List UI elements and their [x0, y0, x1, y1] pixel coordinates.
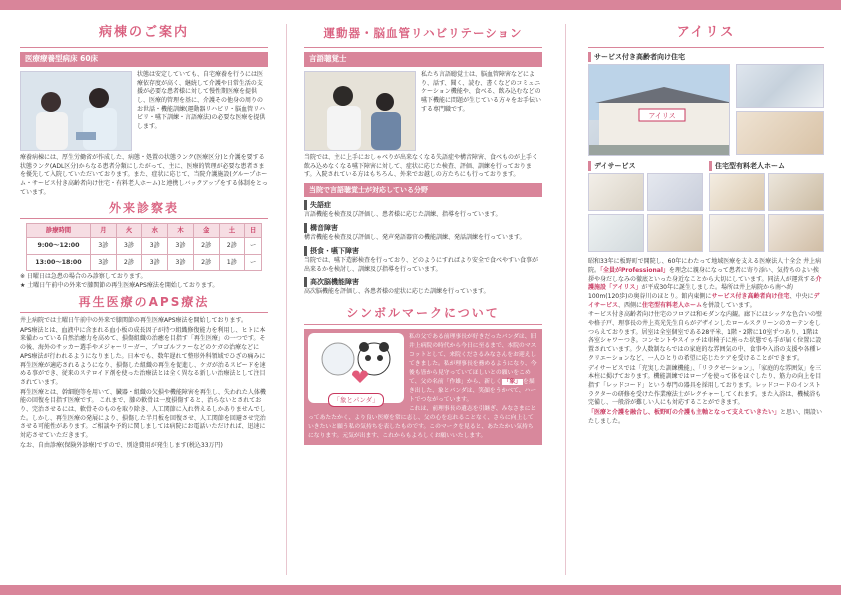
- iris-highlight: 住宅型有料老人ホーム: [642, 301, 703, 309]
- table-cell: 2診: [193, 254, 219, 270]
- bottom-decor-bar: [0, 585, 841, 595]
- note-sunday: ※ 日曜日は急患の場合のみ診察しております。: [20, 272, 147, 280]
- ward-title: 病棟のご案内: [20, 22, 268, 48]
- dayservice-label: デイサービス: [588, 161, 703, 171]
- symbol-text-3: これは、前理事長の遺志を引継ぎ、みなさまにとってあたたかく、より良い医療を常に志し、父の心を忘れることなく、さらに向上していきたいと願う私の気持ちを表したものです。このマークを見ると、あたたかい気持ちになります。元気が出ます、これからもよろしくお願いいたします。: [308, 405, 537, 439]
- table-cell: 3診: [91, 254, 117, 270]
- dayservice-photo: [588, 214, 644, 252]
- table-cell: 2診: [116, 254, 142, 270]
- iris-photos-top: [588, 64, 824, 156]
- column-divider: [565, 24, 566, 575]
- table-cell: 3診: [142, 238, 168, 254]
- room-photo: [736, 111, 824, 155]
- table-cell: 3診: [168, 238, 194, 254]
- iris-highlight: 介護施設「アイリス」: [588, 275, 822, 292]
- ward-photo: [20, 71, 132, 151]
- iris-highlight: サービス付き高齢者向け住宅: [711, 293, 790, 301]
- table-cell: 3診: [116, 238, 142, 254]
- column-divider: [286, 24, 287, 575]
- hallway-photo: [736, 64, 824, 108]
- ward-text-2: 療養病棟には、厚生労働省が作成した、病態・処置の状態ランク(医療区分)と介護を要する状態ランク(ADL区分)からなる患者分類にしたがって、主に、医療的管理が必要な患者さまを優先して入院していただいております。また、症状に応じて、当院介護施設(グループホーム・サービス付き高齢者向け住宅・有料老人ホーム)と連携しバックアップをする体制をとっています。: [20, 153, 268, 196]
- building-photo: [588, 64, 730, 156]
- area-text: 高次脳機能を評価し、各患者様の症状に応じた訓練を行っています。: [304, 288, 490, 296]
- aps-text-4: なお、自由診療(保険外診療)ですので、別途費用が発生します(税込33万円): [20, 441, 223, 449]
- st-photo: [304, 71, 416, 151]
- table-cell: ー: [245, 254, 262, 270]
- iris-photos-bottom: [588, 158, 824, 255]
- symbol-title: シンボルマークについて: [304, 303, 542, 325]
- iris-text-part: 、西側に: [618, 301, 643, 309]
- table-cell: 3診: [142, 254, 168, 270]
- symbol-highlight: 「象」: [503, 379, 522, 385]
- aps-text-2: APS療法とは、血液中に含まれる血小板の成長因子が持つ組織修復能力を利用し、ヒトに本来備わっている自然治癒力を高めて、損傷組織の治癒を目指す「再生医療」の一つです。その後、海外のサッカー選手やメジャーリーガー、プロゴルファーなどのケガの治療などにAPS療法が行われるようになりました。日本でも、数年遅れて整形外科領域でひざの痛みに再生医療が適応されるようになり、損傷した組織の再生を促進し、ケガが治るスピードを速める事ができ、従来のステロイド剤を使った治療法とは全く異なる新しい治療法として注目されています。: [20, 326, 266, 386]
- rehab-title: 運動器・脳血管リハビリテーション: [304, 22, 542, 48]
- area-head: 失語症: [304, 200, 542, 210]
- iris-text-part: 、中央に: [789, 293, 814, 301]
- outpatient-title: 外来診察表: [20, 199, 268, 219]
- iris-text-part: を併設しています。: [702, 301, 756, 309]
- iris-title: アイリス: [588, 22, 824, 48]
- table-row: [27, 238, 262, 254]
- therapist-photo: [305, 72, 415, 150]
- note-saturday: ★ 土曜日午前中の外来で膝関節の再生医療APS療法を開始しております。: [20, 282, 219, 290]
- iris-text-3: デイサービスでは「充実した訓練機能」、「リラクゼーション」、「家庭的な雰囲気」を三本柱に掲げております。機能訓練ではロープを使って体をほぐしたり、筋力の向上を目指す「レッドコード」という専門の器具を採用しております。レッドコードのインストラクターの研修を受けた作業療法士がレクチャーしてくれます。また入浴は、機械浴も完備し、一般浴が難しい人にも対応することができます。: [588, 364, 822, 407]
- iris-text-2: サービス付き高齢者向け住宅のフロアは和モダンな内観。廊下にはシックな色合いの壁や格子戸、理事長の井上英光先生自らがデザインしたロールスクリーンのカーテンをしつらえております。居室は全室個室である28平米、1階・2階に10室ずつあり、1階は各室シャワーつき。コンセントやスイッチは車椅子に座った状態でも手が届く位置に設置されています。少人数制ならではの家庭的な雰囲気の中、食事や入浴の支援や各種レクリエーションなど、一人ひとりの希望に応じたケアを受けることができます。: [588, 311, 822, 362]
- mascot-caption: 「象とパンダ」: [328, 393, 383, 407]
- table-cell: 13:00〜18:00: [27, 254, 91, 270]
- table-header: 水: [142, 224, 168, 238]
- ward-bar: 医療療養型病床 60床: [20, 52, 268, 67]
- table-row: [27, 254, 262, 270]
- aps-title: 再生医療のAPS療法: [20, 293, 268, 313]
- iris-text-4: [588, 409, 824, 426]
- table-cell: 9:00〜12:00: [27, 238, 91, 254]
- symbol-text-1: 私の父である前理事長が好きだったパンダは、旧井上病院の時代から今日に至るまで、本院のマスコットとして、来院くださるみなさんをお迎えしてきました。私が理事長を務めるようになり、今後も皆から見守っていてほしいとの願いをこめて、父の名前「作雄」から、新しく: [409, 334, 537, 385]
- dayservice-photo: [588, 173, 644, 211]
- iris-text-part: 昭和33年に板野町で開院し、60年にわたって地域医療を支える医療法人十全会 井上病院。: [588, 258, 822, 274]
- iris-highlight: デイサービス: [588, 293, 820, 309]
- symbol-text-2: を描き出した、象とパンダは、笑顔をうかべて、ハートでつながっています。: [409, 379, 537, 403]
- aps-text-1: 井上病院では土曜日午前中の外来で膝関節の再生医療APS療法を開始しております。: [20, 317, 248, 325]
- nurse-patient-photo: [21, 72, 131, 150]
- top-decor-bar: [0, 0, 841, 10]
- table-cell: 3診: [91, 238, 117, 254]
- table-header-row: [27, 224, 262, 238]
- home-photo: [709, 173, 765, 211]
- table-header: 日: [245, 224, 262, 238]
- ward-column: [20, 22, 268, 581]
- st-text-2: 当院では、主に上手におしゃべりが出来なくなる失語症や構音障害、食べものが上手く飲み込めなくなる嚥下障害に対して、症状に応じた検査、評価、訓練を行っております。入院されている方はもちろん、外来でお越しの方たちにも行っております。: [304, 153, 539, 179]
- home-photo: [768, 173, 824, 211]
- iris-text-part: を理念に親身になって患者に寄り添い、気持ちのよい挨拶や身だしなみの徹底といった身近なことから大切にしています。同法人が運営する: [588, 266, 819, 283]
- outpatient-table: [26, 223, 262, 270]
- mascot-image: [308, 333, 404, 403]
- table-header: 金: [193, 224, 219, 238]
- home-photo: [768, 214, 824, 252]
- areas-bar: 当院で言語聴覚士が対応している分野: [304, 183, 542, 197]
- dayservice-photo: [647, 173, 703, 211]
- table-header: 月: [91, 224, 117, 238]
- table-cell: 1診: [219, 254, 245, 270]
- table-header: 火: [116, 224, 142, 238]
- area-text: 構音機能を検査及び評価し、発声発語器官の機能訓練、発話訓練を行っています。: [304, 234, 526, 242]
- iris-highlight: 「全員がProfessional」: [600, 266, 669, 274]
- table-cell: 2診: [219, 238, 245, 254]
- iris-text-1: [588, 258, 824, 310]
- building-illustration: [589, 65, 729, 155]
- area-text: 言語機能を検査及び評価し、患者様に応じた訓練、指導を行っています。: [304, 211, 502, 219]
- elephant-panda-icon: [308, 333, 404, 389]
- rehab-column: [304, 22, 542, 581]
- home-label: 住宅型有料老人ホーム: [709, 161, 824, 171]
- ward-text-1: 状態は安定していても、自宅療養を行うには医療依存度が高く、継続して介護や日常生活の支援が必要な患者様に対して慢性期医療を提供し、医療的管理を基に、介護その他身の周りのお世話・機能訓練(運動器リハビリ・脳血管リハビリ・嚥下訓練・言語療法)の必要な医療を提供します。: [137, 70, 266, 130]
- symbol-box: [304, 329, 542, 445]
- building-sign: アイリス: [648, 112, 676, 121]
- area-text: 当院では、嚥下造影検査を行っており、どのようにすればより安全で食べやすい食事が出来るかを検討し、訓練及び指導を行っています。: [304, 256, 539, 273]
- dayservice-photo: [647, 214, 703, 252]
- table-cell: ー: [245, 238, 262, 254]
- table-header: 木: [168, 224, 194, 238]
- area-head: 高次脳機能障害: [304, 277, 542, 287]
- table-cell: 2診: [193, 238, 219, 254]
- area-head: 摂食・嚥下障害: [304, 246, 542, 256]
- st-bar: 言語聴覚士: [304, 52, 542, 67]
- home-photo: [709, 214, 765, 252]
- iris-text-part: が平成30年に誕生しました。場所は井上病院から南へ約100m(120歩)の奥谷川のほとり。館内東側に: [588, 284, 793, 301]
- st-text-1: 私たち言語聴覚士は、脳血管障害などにより、話す、聞く、読む、書くなどのコミュニケーション機能や、食べる、飲み込むなどの嚥下機能に問題が生じている方々をお手伝いする専門職です。: [421, 70, 542, 113]
- table-header: 診療時間: [27, 224, 91, 238]
- area-head: 構音障害: [304, 223, 542, 233]
- table-cell: 3診: [168, 254, 194, 270]
- aps-text-3: 再生医療とは、幹細胞等を用いて、臓器・組織の欠損や機能障害を再生し、失われた人体機能の回復を目指す医療です。 これまで、膝の軟骨は一度損傷すると、治らないとされており、完治させるには、軟骨そのものを取り除き、人工関節に入れ替えるしかありませんでした。しかし、再生医療の発展により、損傷した半月板を回復させ、人工関節を回避させ完治させる可能性があります。ご相談や予約に関しましては病院にお電話いただければ、迅速に対応させていただきます。: [20, 388, 266, 439]
- iris-highlight: 「医療と介護を融合し、板野町の介護も主軸となって支えていきたい」: [588, 408, 781, 416]
- iris-column: [588, 22, 824, 581]
- table-header: 土: [219, 224, 245, 238]
- iris-text-part: と思い、開設いたしました。: [588, 408, 823, 425]
- iris-sub-label: サービス付き高齢者向け住宅: [588, 52, 824, 62]
